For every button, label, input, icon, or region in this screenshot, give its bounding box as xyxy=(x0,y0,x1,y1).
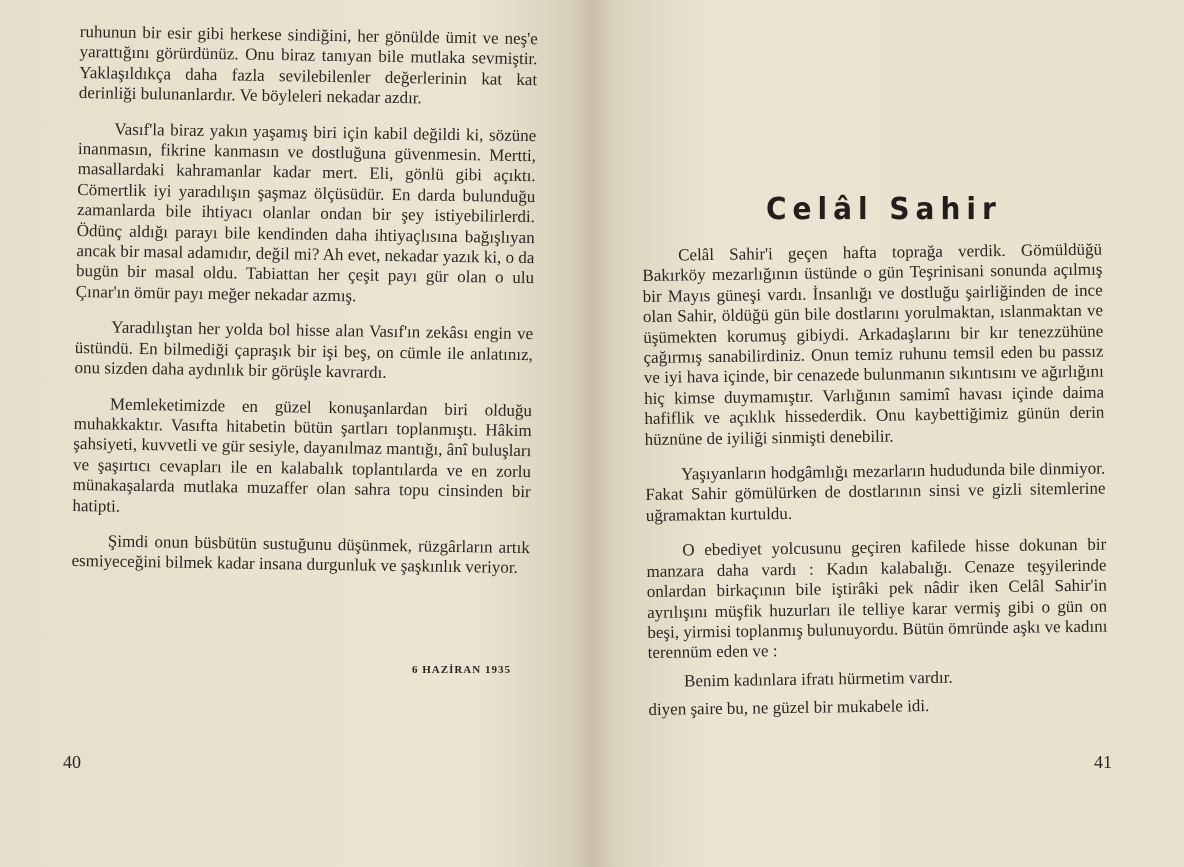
paragraph: ruhunun bir esir gibi herkese sindiğini, her gönülde ümit ve neş'e yarattığını görürdünüz. Onu biraz tanıyan bile mutlaka sevmiştir. Yaklaşıldıkça daha fazla sevilebilenler değerlerinin kat kat derinliği bulunanlardır. Ve böyleleri nekadar azdır. xyxy=(78,22,538,108)
paragraph: O ebediyet yolcusunu geçiren kafilede hisse dokunan bir manzara daha vardı : Kadın kalabalığı. Cenaze teşyilerinde onlardan birkaçının bile iştirâki pek nâdir iken Celâl Sahir'in ayrılışını müşfik huzurları ile telliye karar vermiş gibi o gün on beşi, yirmisi toplanmış bulunuyordu. Bütün ömründe aşkı ve kadını terennüm eden ve : xyxy=(646,534,1108,663)
paragraph: Yaşıyanların hodgâmlığı mezarların hududunda bile dinmiyor. Fakat Sahir gömülürken de dostlarının sinsi ve gizli sitemlerine uğramaktan kurtuldu. xyxy=(645,458,1106,525)
article-date: 6 HAZİRAN 1935 xyxy=(412,664,511,676)
paragraph: Memleketimizde en güzel konuşanlardan biri olduğu muhakkaktır. Vasıfta hitabetin bütün şartları toplanmıştı. Hâkim şahsiyeti, kuvvetli ve gür sesiyle, dayanılmaz mantığı, ânî buluşları ve şaşırtıcı cevapları ile en kalabalık toplantılarda ve en zorlu münakaşalarda mutlaka muzaffer olan sahra topu cinsinden bir hatipti. xyxy=(72,394,533,516)
paragraph: Celâl Sahir'i geçen hafta toprağa verdik. Gömüldüğü Bakırköy mezarlığının üstünde o gün Teşrinisani sonunda açılmış bir Mayıs güneşi vardı. İnsanlığı ve dostluğu şairliğinden de ince olan Sahir, öldüğü gün bile dostlarını yorulmaktan, ıslanmaktan ve üşümekten korumuş gibiydi. Arkadaşlarını bir kır tenezzühüne çağırmış sanabilirdiniz. Onun temiz ruhunu temsil eden bu passız ve iyi hava içinde, bir cenazede bulunmanın sıkıntısını ve ağırlığını hiç kimse duymamıştır. Varlığının samimî havası içinde daima hafiflik ve açıklık hissederdik. Onu kaybettiğimiz günün derin hüznüne de iyiliği sinmişti denebilir. xyxy=(642,239,1105,449)
right-page-text xyxy=(642,240,1109,736)
paragraph: Vasıf'la biraz yakın yaşamış biri için kabil değildi ki, sözüne inanmasın, fikrine kanmasın ve dostluğuna güvenmesin. Mertti, masallardaki kahramanlar kadar mert. Eli, gönlü gibi açıktı. Cömertlik iyi yaradılışın şaşmaz ölçüsüdür. En darda bulunduğu zamanlarda bile ihtiyacı olanlar ondan bir şey istiyebilirlerdi. Ödünç aldığı parayı bile kendinden daha ihtiyaçlısına bağışlıyan ancak bir masal adamıdır, değil mi? Ah evet, nekadar yazık ki, o da bugün bir masal oldu. Tabiattan her çeşit payı gür olan o ulu Çınar'ın ömür payı meğer nekadar azmış. xyxy=(75,119,537,306)
right-page xyxy=(594,0,1184,867)
paragraph: Yaradılıştan her yolda bol hisse alan Vasıf'ın zekâsı engin ve üstündü. En bilmediği çapraşık bir işi beş, on cümle ile anlatınız, onu sizden daha aydınlık bir görüşle kavrardı. xyxy=(74,317,534,382)
paragraph: Şimdi onun büsbütün sustuğunu düşünmek, rüzgârların artık esmiyeceğini bilmek kadar insana durgunluk ve şaşkınlık veriyor. xyxy=(71,531,530,578)
page-number-left: 40 xyxy=(63,752,81,772)
left-page-text xyxy=(71,22,538,594)
page-number-right: 41 xyxy=(1094,752,1112,772)
quote-line: Benim kadınlara ifratı hürmetim vardır. xyxy=(683,667,953,691)
article-title: Celâl Sahir xyxy=(766,190,1002,227)
paragraph: diyen şaire bu, ne güzel bir mukabele idi. xyxy=(648,696,930,720)
